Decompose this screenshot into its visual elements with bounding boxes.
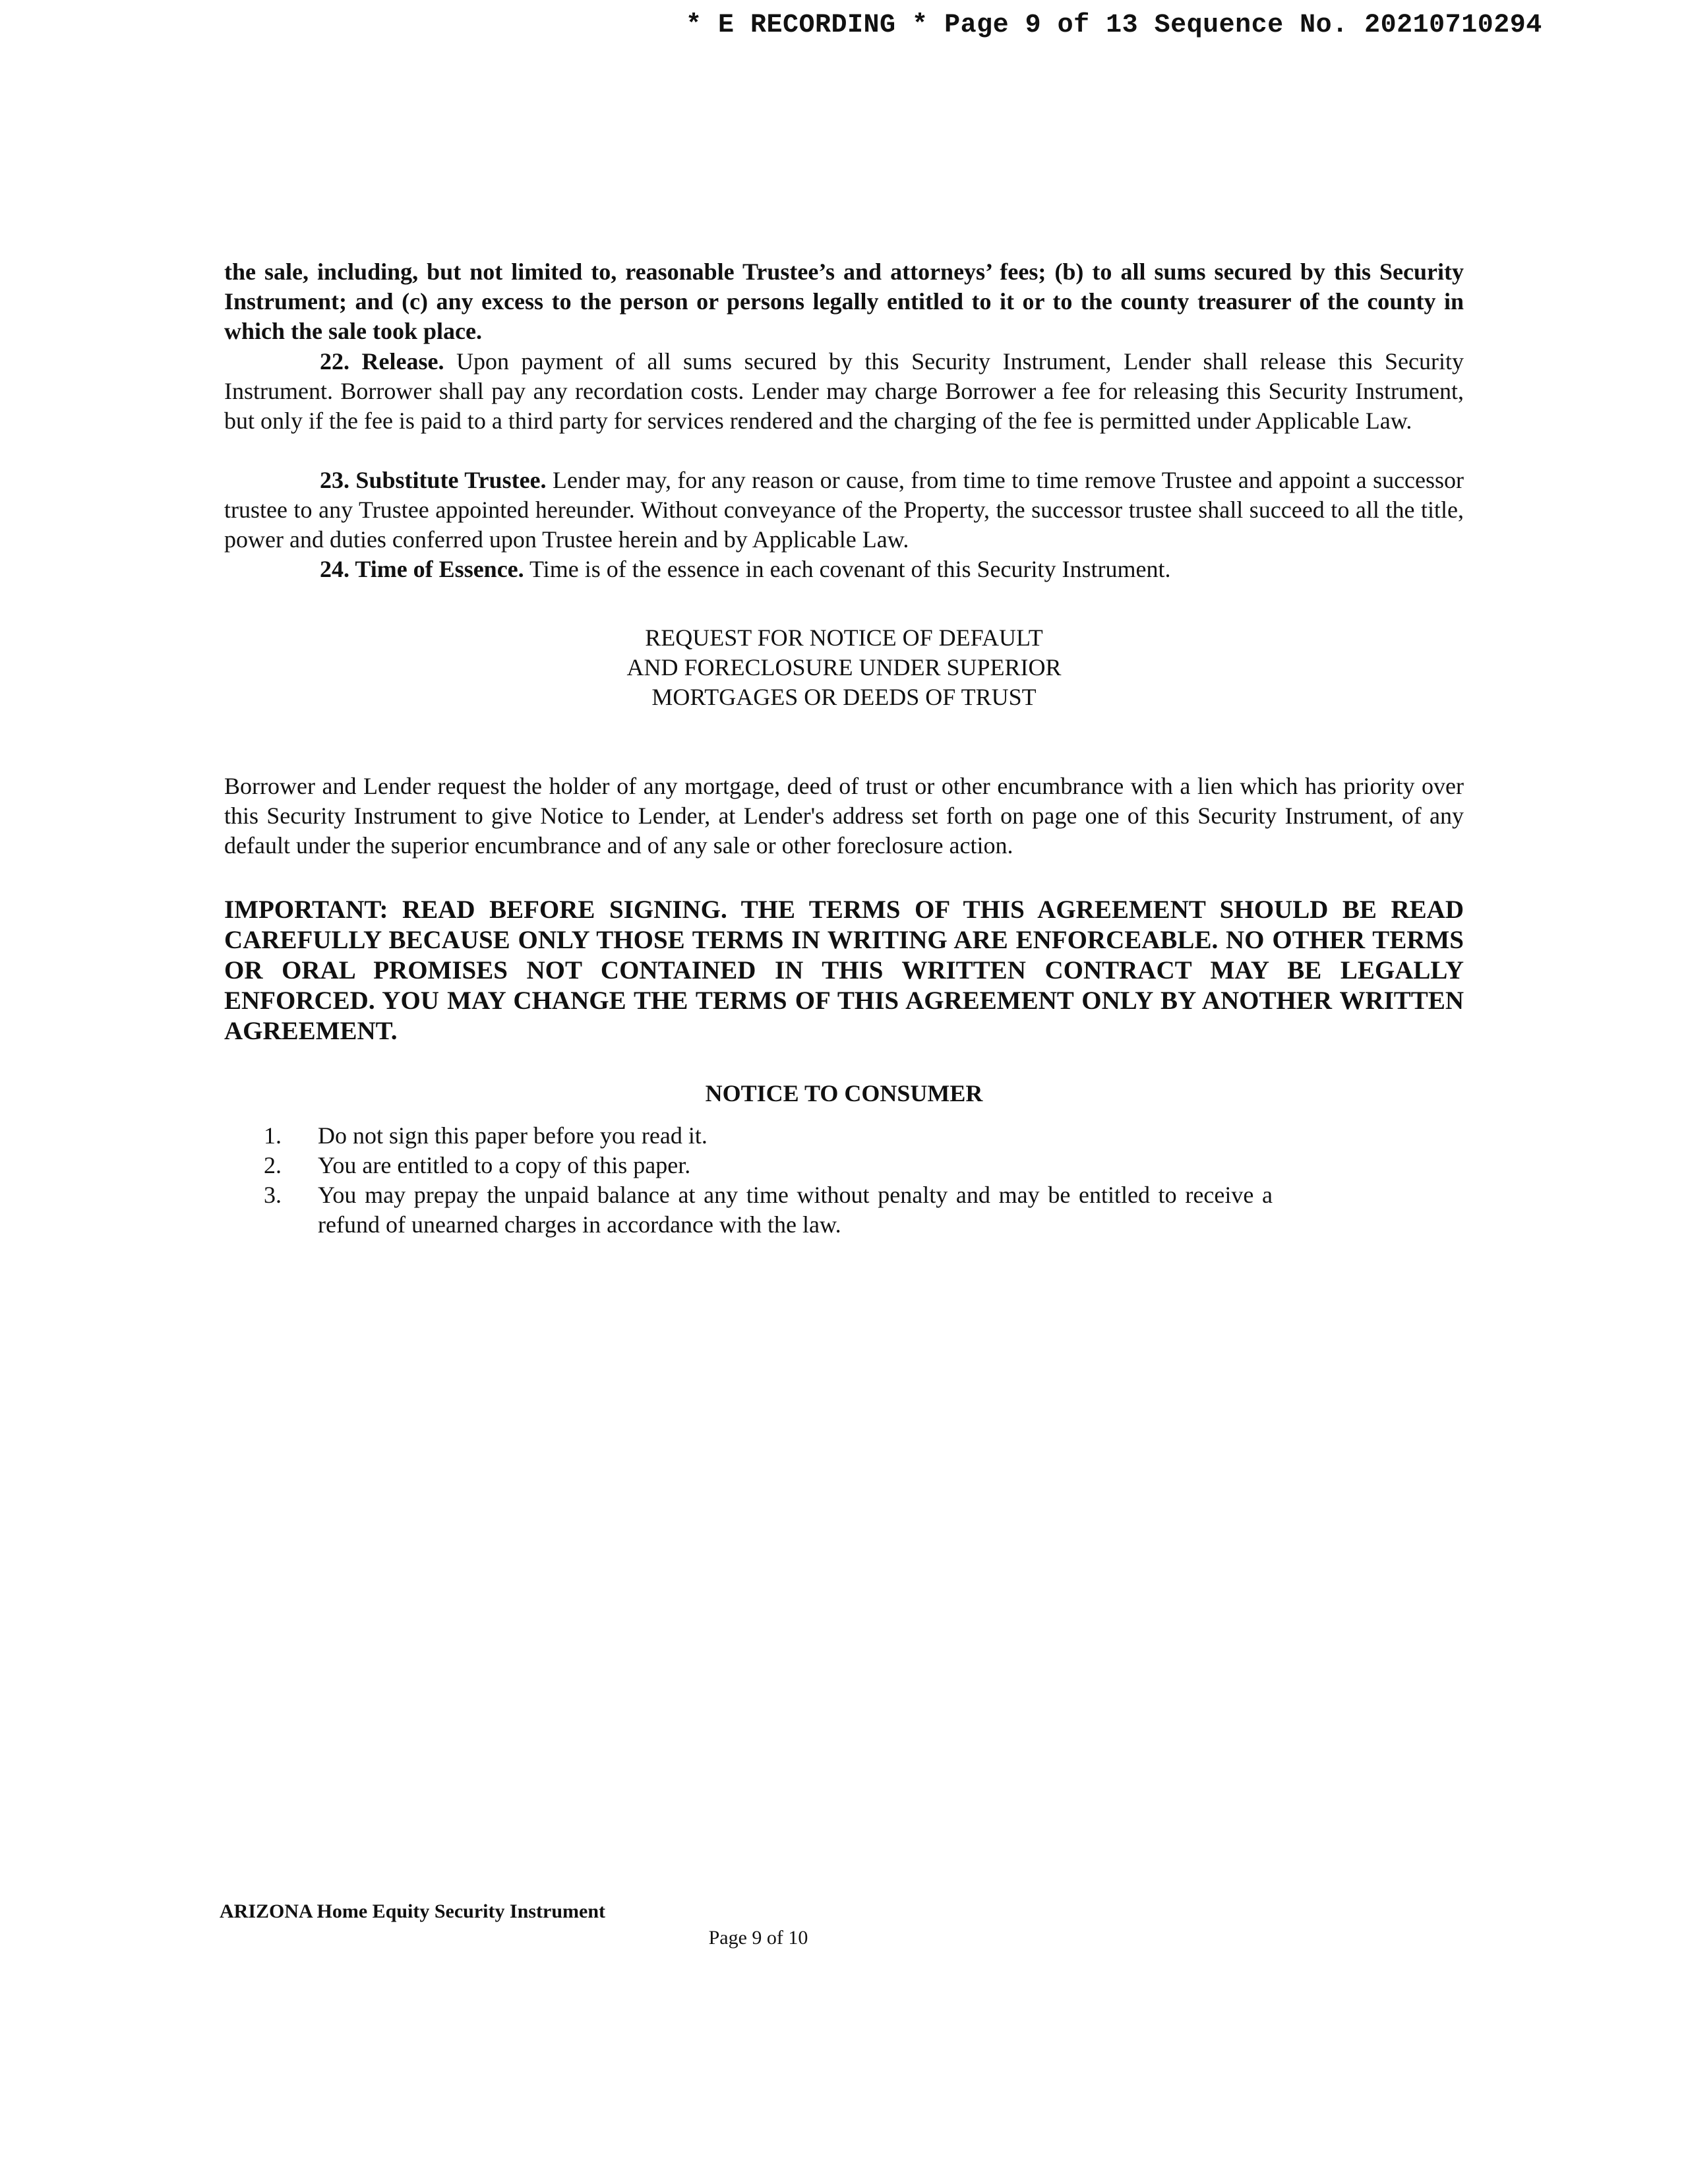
list-item-text: You may prepay the unpaid balance at any time without penalty and may be entitled to receive a refund of unearned charges in accordance with the law. bbox=[318, 1182, 1273, 1238]
footer-form-name: ARIZONA Home Equity Security Instrument bbox=[220, 1900, 606, 1922]
section-text: Upon payment of all sums secured by this Security Instrument, Lender shall release this Security Instrument. Borrower shall pay any recordation costs. Lender may charge Borrower a fee for releasing this Security Instrument, but only if the fee is paid to a third party for services rendered and the charging of the fee is permitted under Applicable Law. bbox=[224, 348, 1464, 434]
section-text: Lender may, for any reason or cause, from time to time remove Trustee and appoint a successor trustee to any Trustee appointed hereunder. Without conveyance of the Property, the successor trustee shall succeed to all the title, power and duties conferred upon Trustee herein and by Applicable Law. bbox=[224, 467, 1464, 553]
footer-page-number: Page 9 of 10 bbox=[708, 1927, 808, 1949]
section-substitute-trustee bbox=[224, 466, 1464, 555]
request-notice-heading bbox=[462, 623, 1226, 712]
list-item bbox=[264, 1180, 1273, 1240]
section-heading: 24. Time of Essence. bbox=[320, 556, 524, 582]
section-release bbox=[224, 347, 1464, 436]
list-item-number: 3. bbox=[264, 1182, 282, 1208]
list-item bbox=[264, 1121, 1273, 1151]
section-heading: 23. Substitute Trustee. bbox=[320, 467, 547, 493]
section-heading: 22. Release. bbox=[320, 348, 444, 375]
section-time-of-essence bbox=[224, 555, 1464, 584]
recording-header: * E RECORDING * Page 9 of 13 Sequence No. 20210710294 bbox=[686, 11, 1542, 40]
important-notice: IMPORTANT: READ BEFORE SIGNING. THE TERMS OF THIS AGREEMENT SHOULD BE READ CAREFULLY BECAUSE ONLY THOSE TERMS IN WRITING ARE ENFORCEABLE. NO OTHER TERMS OR ORAL PROMISES NOT CONTAINED IN THIS WRITTEN CONTRACT MAY BE LEGALLY ENFORCED. YOU MAY CHANGE THE TERMS OF THIS AGREEMENT ONLY BY ANOTHER WRITTEN AGREEMENT. bbox=[224, 895, 1464, 1045]
list-item bbox=[264, 1151, 1273, 1180]
request-heading-line: MORTGAGES OR DEEDS OF TRUST bbox=[651, 684, 1037, 710]
section-text: Time is of the essence in each covenant of this Security Instrument. bbox=[529, 556, 1171, 582]
notice-to-consumer-list bbox=[264, 1121, 1273, 1240]
continuation-paragraph: the sale, including, but not limited to, reasonable Trustee’s and attorneys’ fees; (b) to all sums secured by this Security Instrument; and (c) any excess to the person or persons legally entitled to it or to the county treasurer of the county in which the sale took place. bbox=[224, 258, 1464, 344]
notice-to-consumer-title: NOTICE TO CONSUMER bbox=[705, 1080, 983, 1107]
list-item-number: 2. bbox=[264, 1152, 282, 1178]
list-item-number: 1. bbox=[264, 1122, 282, 1149]
request-notice-paragraph: Borrower and Lender request the holder of any mortgage, deed of trust or other encumbrance with a lien which has priority over this Security Instrument to give Notice to Lender, at Lender's address set forth on page one of this Security Instrument, of any default under the superior encumbrance and of any sale or other foreclosure action. bbox=[224, 773, 1464, 859]
request-heading-line: REQUEST FOR NOTICE OF DEFAULT bbox=[645, 624, 1043, 651]
list-item-text: You are entitled to a copy of this paper. bbox=[318, 1152, 691, 1178]
list-item-text: Do not sign this paper before you read it. bbox=[318, 1122, 708, 1149]
request-heading-line: AND FORECLOSURE UNDER SUPERIOR bbox=[626, 654, 1062, 681]
